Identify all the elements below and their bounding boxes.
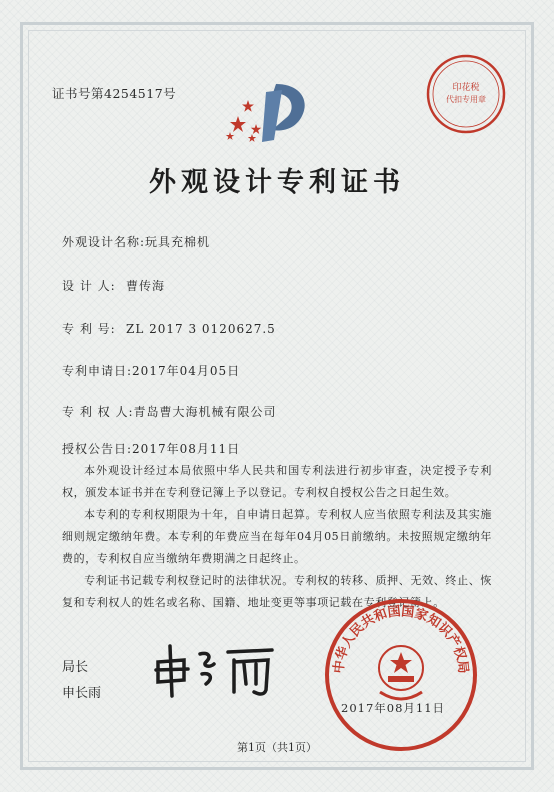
signatory-title: 局长 (62, 660, 89, 675)
field-grant-date (62, 440, 240, 457)
certificate-title: 外观设计专利证书 (149, 167, 405, 198)
field-patentee (62, 403, 277, 420)
field-label: 专 利 号: (62, 322, 116, 336)
body-paragraph-3: 专利证书记载专利权登记时的法律状况。专利权的转移、质押、无效、终止、恢复和专利权人的姓名或名称、国籍、地址变更等事项记载在专利登记簿上。 (62, 574, 492, 609)
patent-office-emblem-icon (226, 78, 316, 148)
field-value: 玩具充棉机 (145, 235, 211, 249)
field-value: 2017年08月11日 (132, 442, 241, 456)
certificate-number: 证书号第4254517号 (52, 86, 177, 101)
field-designer (62, 277, 165, 294)
field-label: 专 利 权 人: (62, 405, 134, 419)
svg-text:代扣专用章: 代扣专用章 (446, 95, 486, 104)
field-value: 2017年04月05日 (132, 364, 241, 378)
issue-date: 2017年08月11日 (341, 701, 446, 715)
field-application-date (62, 362, 240, 379)
official-seal-stamp (322, 596, 480, 754)
field-label: 设 计 人: (62, 279, 116, 293)
field-value: 青岛曹大海机械有限公司 (133, 405, 277, 419)
page-footer: 第1页（共1页） (237, 741, 317, 754)
field-design-name (62, 233, 210, 250)
field-label: 授权公告日: (62, 442, 133, 456)
svg-text:印花税: 印花税 (452, 83, 480, 93)
field-label: 外观设计名称: (62, 235, 146, 249)
signatory-name: 申长雨 (62, 686, 102, 701)
body-paragraph-1: 本外观设计经过本局依照中华人民共和国专利法进行初步审查，决定授予专利权，颁发本证书并在专利登记簿上予以登记。专利权自授权公告之日起生效。 (62, 464, 492, 499)
handwritten-signature (150, 640, 280, 700)
field-value: ZL 2017 3 0120627.5 (126, 322, 276, 336)
svg-text:中华人民共和国国家知识产权局: 中华人民共和国国家知识产权局 (331, 604, 471, 675)
tax-seal-stamp (424, 52, 508, 136)
field-label: 专利申请日: (62, 364, 133, 378)
field-patent-number (62, 320, 276, 337)
field-value: 曹传海 (126, 279, 166, 293)
body-paragraph-2: 本专利的专利权期限为十年，自申请日起算。专利权人应当依照专利法及其实施细则规定缴纳年费。本专利的年费应当在每年04月05日前缴纳。未按照规定缴纳年费的，专利权自应当缴纳年费期满之日起终止。 (62, 508, 492, 565)
